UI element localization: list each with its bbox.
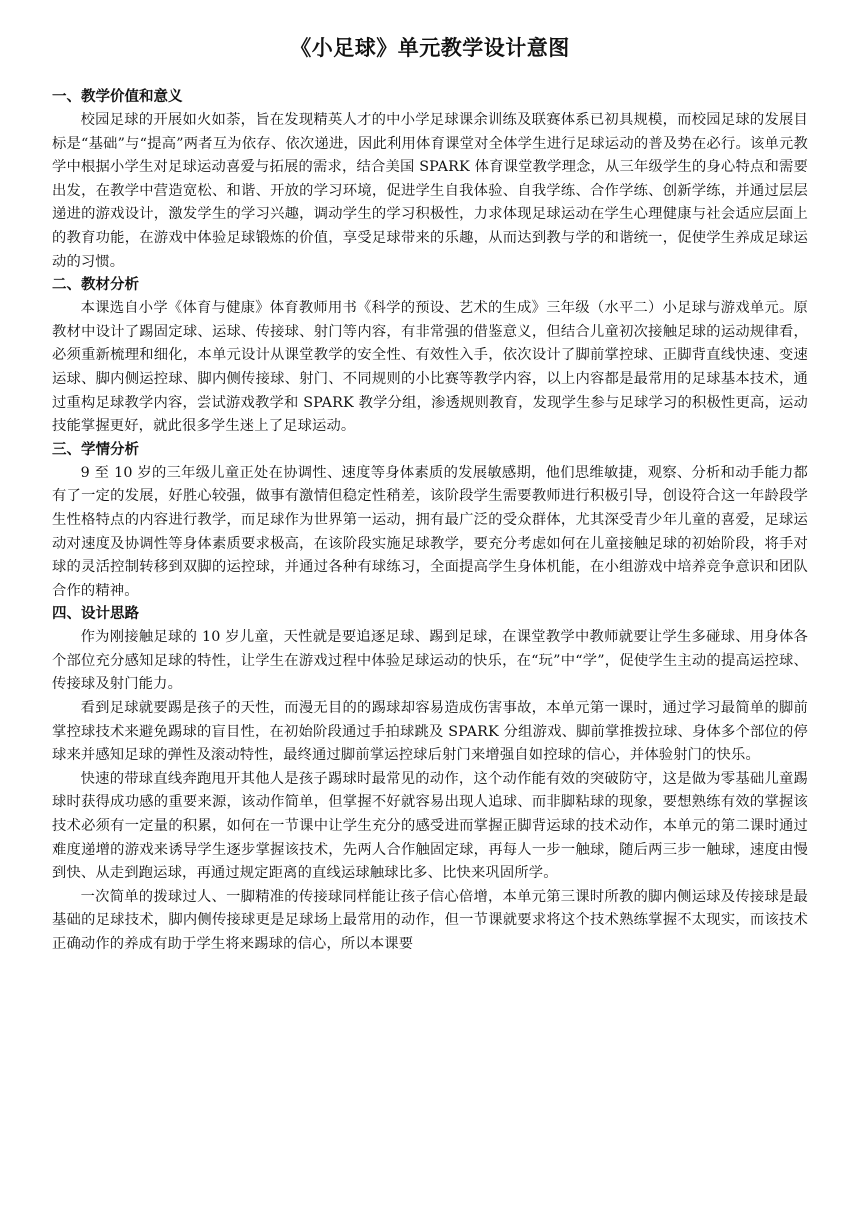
section-heading: 二、教材分析	[52, 277, 139, 294]
section-design-ideas	[52, 603, 808, 956]
paragraph: 作为刚接触足球的 10 岁儿童，天性就是要追逐足球、踢到足球，在课堂教学中教师就要让学生多碰球、用身体各个部位充分感知足球的特性，让学生在游戏过程中体验足球运动的快乐，在“玩”中“学”，促使学生主动的提高运控球、传接球及射门能力。	[52, 629, 808, 693]
section-teaching-value	[52, 86, 808, 274]
paragraph: 9 至 10 岁的三年级儿童正处在协调性、速度等身体素质的发展敏感期，他们思维敏捷，观察、分析和动手能力都有了一定的发展，好胜心较强，做事有激情但稳定性稍差，该阶段学生需要教师进行积极引导，创设符合这一年龄段学生性格特点的内容进行教学，而足球作为世界第一运动，拥有最广泛的受众群体，尤其深受青少年儿童的喜爱，足球运动对速度及协调性等身体素质要求极高，在该阶段实施足球教学，要充分考虑如何在儿童接触足球的初始阶段，将手对球的灵活控制转移到双脚的运控球，并通过各种有球练习，全面提高学生身体机能，在小组游戏中培养竞争意识和团队合作的精神。	[52, 464, 808, 599]
section-student-analysis	[52, 439, 808, 604]
paragraph: 看到足球就要踢是孩子的天性，而漫无目的的踢球却容易造成伤害事故，本单元第一课时，通过学习最简单的脚前掌控球技术来避免踢球的盲目性，在初始阶段通过手拍球跳及 SPARK 分组游戏、脚前掌推拨拉球、身体多个部位的停球来并感知足球的弹性及滚动特性，最终通过脚前掌运控球后射门来增强自如控球的信心，并体验射门的快乐。	[52, 700, 808, 764]
paragraph: 快速的带球直线奔跑甩开其他人是孩子踢球时最常见的动作，这个动作能有效的突破防守，这是做为零基础儿童踢球时获得成功感的重要来源，该动作简单，但掌握不好就容易出现人追球、而非脚粘球的现象，要想熟练有效的掌握该技术必须有一定量的积累，如何在一节课中让学生充分的感受进而掌握正脚背运球的技术动作，本单元的第二课时通过难度递增的游戏来诱导学生逐步掌握该技术，先两人合作触固定球，再每人一步一触球，随后两三步一触球，速度由慢到快、从走到跑运球，再通过规定距离的直线运球触球比多、比快来巩固所学。	[52, 770, 808, 882]
paragraph: 本课选自小学《体育与健康》体育教师用书《科学的预设、艺术的生成》三年级（水平二）小足球与游戏单元。原教材中设计了踢固定球、运球、传接球、射门等内容，有非常强的借鉴意义，但结合儿童初次接触足球的运动规律看，必须重新梳理和细化，本单元设计从课堂教学的安全性、有效性入手，依次设计了脚前掌控球、正脚背直线快速、变速运球、脚内侧运控球、脚内侧传接球、射门、不同规则的小比赛等教学内容，以上内容都是最常用的足球基本技术，通过重构足球教学内容，尝试游戏教学和 SPARK 教学分组，渗透规则教育，发现学生参与足球学习的积极性更高，运动技能掌握更好，就此很多学生迷上了足球运动。	[52, 300, 808, 435]
paragraph: 校园足球的开展如火如荼，旨在发现精英人才的中小学足球课余训练及联赛体系已初具规模，而校园足球的发展目标是“基础”与“提高”两者互为依存、依次递进，因此利用体育课堂对全体学生进行足球运动的普及势在必行。该单元教学中根据小学生对足球运动喜爱与拓展的需求，结合美国 SPARK 体育课堂教学理念，从三年级学生的身心特点和需要出发，在教学中营造宽松、和谐、开放的学习环境，促进学生自我体验、自我学练、合作学练、创新学练，并通过层层递进的游戏设计，激发学生的学习兴趣，调动学生的学习积极性，力求体现足球运动在学生心理健康与社会适应层面上的教育功能，在游戏中体验足球锻炼的价值，享受足球带来的乐趣，从而达到教与学的和谐统一，促使学生养成足球运动的习惯。	[52, 112, 808, 270]
document-title: 《小足球》单元教学设计意图	[290, 36, 570, 60]
section-material-analysis	[52, 274, 808, 439]
section-heading: 三、学情分析	[52, 441, 139, 458]
section-heading: 四、设计思路	[52, 606, 139, 623]
section-heading: 一、教学价值和意义	[52, 89, 183, 105]
paragraph: 一次简单的拨球过人、一脚精准的传接球同样能让孩子信心倍增，本单元第三课时所教的脚内侧运球及传接球是最基础的足球技术，脚内侧传接球更是足球场上最常用的动作，但一节课就要求将这个技术熟练掌握不太现实，而该技术正确动作的养成有助于学生将来踢球的信心，所以本课要	[52, 888, 808, 952]
